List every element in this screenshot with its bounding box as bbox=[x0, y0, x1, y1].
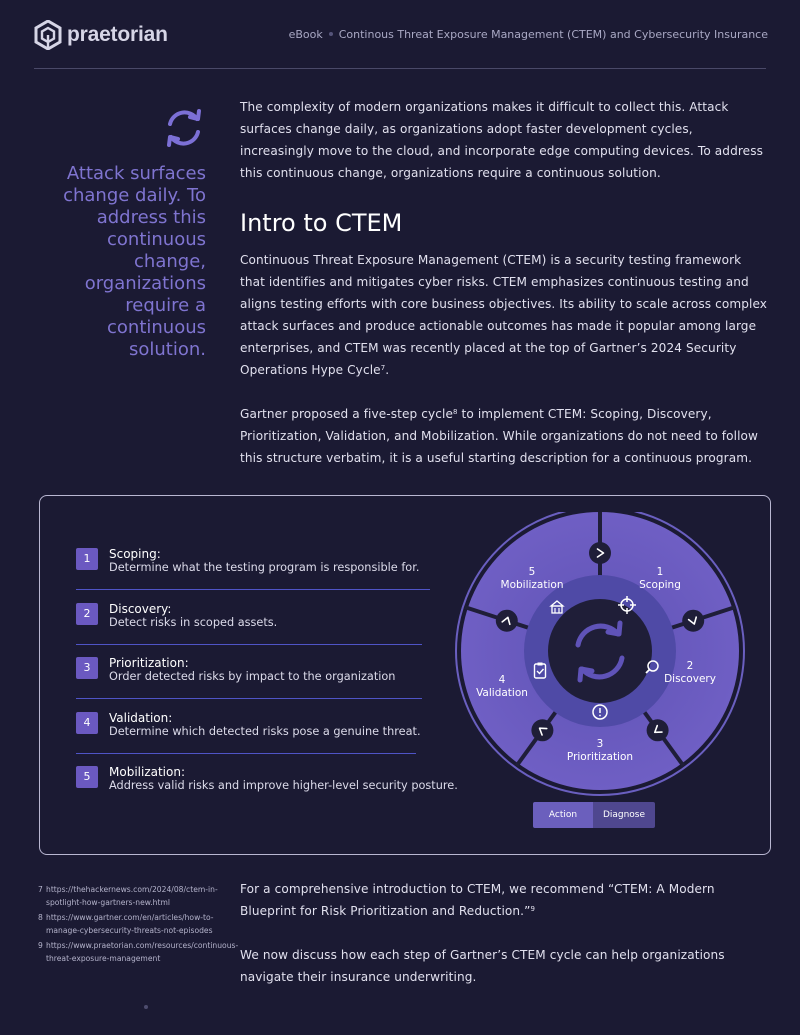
section-heading: Intro to CTEM bbox=[240, 209, 403, 237]
step-number-badge: 5 bbox=[76, 766, 98, 788]
closing-paragraph-2: We now discuss how each step of Gartner’s CTEM cycle can help organizations navigate their insurance underwriting. bbox=[240, 948, 725, 984]
tab-action[interactable]: Action bbox=[533, 802, 593, 828]
footnote-number: 7 bbox=[38, 885, 43, 894]
footnote-link[interactable]: https://www.praetorian.com/resources/continuous-threat-exposure-management bbox=[46, 941, 239, 963]
step-title: Discovery: bbox=[109, 601, 172, 616]
step-title: Prioritization: bbox=[109, 656, 189, 670]
ctem-paragraph-text: Continuous Threat Exposure Management (CTEM) is a security testing framework that identifies and mitigates cyber risks. CTEM emphasizes continuous testing and aligns testing efforts with core business objectives. Its ability to scale across complex attack surfaces and produce actionable outcomes has made it popular among large enterprises, and CTEM was recently placed at the top of Gartner’s 2024 Security Operations Hype Cycle bbox=[240, 253, 768, 377]
segment-label-prioritization: Prioritization bbox=[566, 751, 634, 763]
step-title: Validation: bbox=[109, 710, 173, 725]
footnote-link[interactable]: https://www.gartner.com/en/articles/how-to-manage-cybersecurity-threats-not-episodes bbox=[46, 913, 214, 935]
segment-label-mobilization: Mobilization bbox=[500, 579, 564, 591]
wheel-hub bbox=[548, 599, 652, 703]
footnote-link[interactable]: https://thehackernews.com/2024/08/ctem-in-spotlight-how-gartners-new.html bbox=[46, 885, 218, 907]
step-divider bbox=[76, 644, 422, 645]
segment-number-prioritization: 3 bbox=[596, 738, 604, 750]
view-toggle bbox=[533, 802, 655, 828]
footnote-ref-7[interactable]: 7 bbox=[380, 364, 386, 372]
footnote-ref-9[interactable]: 9 bbox=[530, 905, 536, 913]
arrow-node bbox=[496, 610, 518, 632]
step-description: Order detected risks by impact to the organization bbox=[109, 670, 396, 683]
footnote-number: 9 bbox=[38, 941, 43, 950]
footnotes bbox=[38, 884, 239, 968]
step-divider bbox=[76, 753, 416, 754]
list-item-mobilization bbox=[76, 761, 456, 816]
arrow-node bbox=[682, 610, 704, 632]
logo-wordmark: praetorian bbox=[67, 23, 168, 46]
segment-label-discovery: Discovery bbox=[664, 673, 716, 685]
breadcrumb-separator bbox=[329, 32, 333, 36]
closing-paragraph-1-text: For a comprehensive introduction to CTEM, we recommend “CTEM: A Modern Blueprint for Risk Prioritization and Reduction.” bbox=[240, 882, 715, 918]
step-divider bbox=[76, 589, 430, 590]
step-number-badge: 1 bbox=[76, 548, 98, 570]
page-header bbox=[34, 18, 768, 52]
step-divider bbox=[76, 698, 422, 699]
arrow-node bbox=[589, 542, 611, 564]
step-number-badge: 2 bbox=[76, 603, 98, 625]
footnote-8 bbox=[38, 912, 223, 937]
list-item-discovery bbox=[76, 598, 456, 653]
step-description: Determine which detected risks pose a genuine threat. bbox=[109, 724, 421, 738]
step-description: Determine what the testing program is responsible for. bbox=[109, 561, 420, 574]
footnote-7 bbox=[38, 884, 223, 909]
tab-diagnose[interactable]: Diagnose bbox=[593, 802, 655, 828]
list-item-prioritization bbox=[76, 652, 456, 707]
ctem-paragraph bbox=[240, 249, 770, 381]
ctem-steps-list bbox=[76, 543, 456, 816]
footnote-number: 8 bbox=[38, 913, 43, 922]
arrow-node bbox=[531, 719, 553, 741]
segment-number-mobilization: 5 bbox=[528, 566, 536, 578]
breadcrumb-title: Continous Threat Exposure Management (CTEM) and Cybersecurity Insurance bbox=[338, 28, 768, 41]
step-title: Scoping: bbox=[109, 547, 161, 561]
breadcrumb bbox=[289, 28, 768, 41]
arrow-node bbox=[647, 719, 669, 741]
list-item-validation bbox=[76, 707, 456, 762]
ctem-cycle-wheel bbox=[452, 512, 748, 798]
gartner-paragraph-rest: to implement CTEM: Scoping, Discovery, Prioritization, Validation, and Mobilization. While organizations do not need to follow this structure verbatim, it is a useful starting description for a continuous program. bbox=[240, 407, 759, 465]
list-item-scoping bbox=[76, 543, 456, 598]
ctem-paragraph-end: . bbox=[385, 363, 390, 377]
refresh-cycle-icon bbox=[160, 104, 208, 152]
segment-number-discovery: 2 bbox=[686, 660, 694, 672]
gartner-paragraph bbox=[240, 403, 770, 469]
praetorian-logo[interactable] bbox=[34, 20, 168, 50]
footnote-9 bbox=[38, 940, 239, 965]
closing-paragraph-1 bbox=[240, 878, 770, 922]
page-indicator-dot bbox=[144, 1005, 148, 1009]
step-number-badge: 4 bbox=[76, 712, 98, 734]
pull-quote: Attack surfaces change daily. To address this continuous change, organizations require a continuous solution. bbox=[63, 163, 206, 360]
intro-paragraph: The complexity of modern organizations makes it difficult to collect this. Attack surfaces change daily, as organizations adopt faster development cycles, increasingly move to the cloud, and incorporate edge computing devices. To address this continuous change, organizations require a continuous solution. bbox=[240, 100, 763, 180]
segment-number-validation: 4 bbox=[498, 674, 506, 686]
step-title: Mobilization: bbox=[109, 765, 185, 779]
header-divider bbox=[34, 68, 766, 69]
gartner-paragraph-start: Gartner proposed a five-step cycle bbox=[240, 407, 454, 421]
segment-label-validation: Validation bbox=[476, 687, 528, 699]
step-description: Address valid risks and improve higher-level security posture. bbox=[109, 779, 458, 792]
segment-label-scoping: Scoping bbox=[639, 579, 681, 591]
breadcrumb-section[interactable]: eBook bbox=[288, 28, 323, 41]
step-description: Detect risks in scoped assets. bbox=[109, 615, 278, 629]
footnote-ref-8[interactable]: 8 bbox=[453, 408, 458, 416]
segment-number-scoping: 1 bbox=[656, 566, 664, 578]
praetorian-hexagon-icon bbox=[34, 20, 62, 50]
step-number-badge: 3 bbox=[76, 657, 98, 679]
